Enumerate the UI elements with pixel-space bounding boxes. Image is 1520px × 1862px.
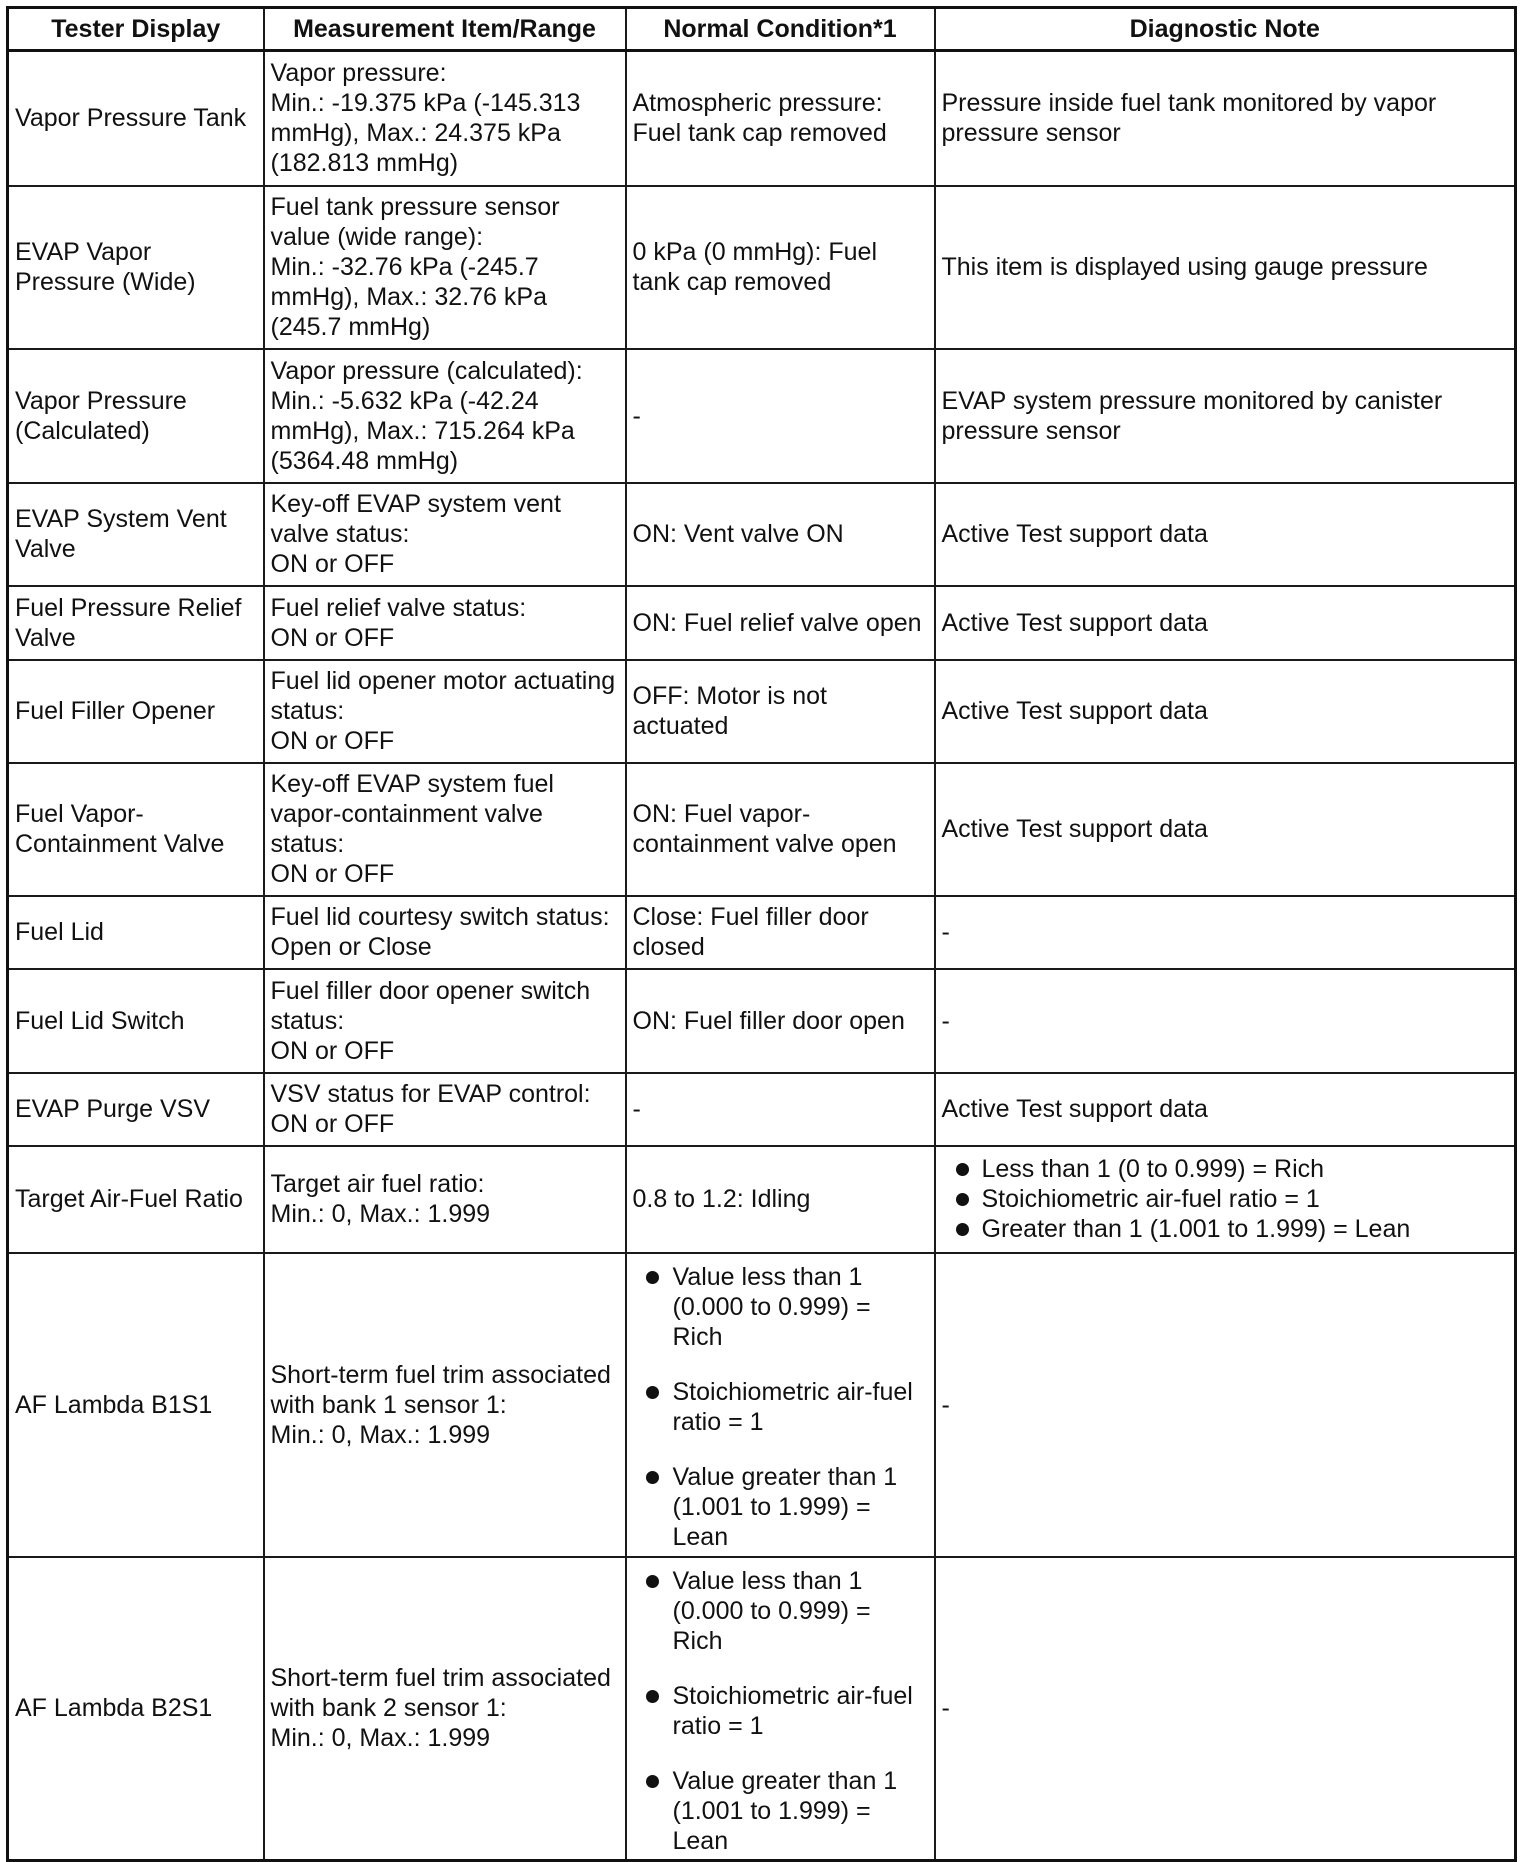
- table-row: [8, 349, 1516, 483]
- list-item: Stoichiometric air-fuel ratio = 1: [633, 1377, 928, 1437]
- header-diagnostic-note: Diagnostic Note: [935, 8, 1516, 51]
- measurement-cell: [264, 1073, 626, 1146]
- measurement-cell: [264, 586, 626, 660]
- table-row: [8, 1253, 1516, 1557]
- measurement-cell: [264, 349, 626, 483]
- normal-condition-cell: [626, 1253, 935, 1557]
- table-row: [8, 51, 1516, 186]
- table-header-row: [8, 8, 1516, 51]
- normal-condition-cell: -: [626, 1073, 935, 1146]
- tester-display-cell: Target Air-Fuel Ratio: [8, 1146, 264, 1253]
- tester-display-cell: Fuel Filler Opener: [8, 660, 264, 763]
- tester-display-cell: Fuel Pressure Relief Valve: [8, 586, 264, 660]
- measurement-line: Vapor pressure:: [270, 59, 447, 88]
- diagnostic-note-cell: Active Test support data: [935, 660, 1516, 763]
- header-tester-display: Tester Display: [8, 8, 264, 51]
- normal-condition-cell: ON: Vent valve ON: [626, 483, 935, 586]
- table-row: [8, 586, 1516, 660]
- normal-condition-cell: -: [626, 349, 935, 483]
- measurement-line: Fuel relief valve status:: [270, 593, 527, 622]
- diagnostic-note-cell: -: [935, 969, 1516, 1073]
- list-item: Stoichiometric air-fuel ratio = 1: [633, 1681, 928, 1741]
- normal-condition-cell: Atmospheric pressure: Fuel tank cap removed: [626, 51, 935, 186]
- measurement-line: Fuel tank pressure sensor value (wide range):: [270, 193, 560, 251]
- diagnostic-note-cell: Active Test support data: [935, 483, 1516, 586]
- measurement-line: ON or OFF: [270, 1110, 395, 1138]
- table-row: [8, 763, 1516, 896]
- normal-condition-list: [633, 1566, 928, 1856]
- normal-condition-cell: OFF: Motor is not actuated: [626, 660, 935, 763]
- list-item: Value greater than 1 (1.001 to 1.999) = Lean: [633, 1462, 928, 1552]
- diagnostic-note-cell: [935, 1146, 1516, 1253]
- tester-display-cell: EVAP System Vent Valve: [8, 483, 264, 586]
- measurement-line: Fuel lid courtesy switch status:: [270, 903, 610, 931]
- list-item: Value less than 1 (0.000 to 0.999) = Rich: [633, 1566, 928, 1656]
- diagnostic-note-cell: -: [935, 1253, 1516, 1557]
- normal-condition-cell: ON: Fuel filler door open: [626, 969, 935, 1073]
- tester-display-cell: Vapor Pressure Tank: [8, 51, 264, 186]
- measurement-cell: [264, 51, 626, 186]
- measurement-line: Key-off EVAP system fuel vapor-containment valve status:: [270, 770, 554, 858]
- diagnostic-note-cell: Pressure inside fuel tank monitored by vapor pressure sensor: [935, 51, 1516, 186]
- normal-condition-cell: [626, 1557, 935, 1861]
- measurement-line: Vapor pressure (calculated):: [270, 356, 583, 385]
- diagnostic-note-cell: -: [935, 896, 1516, 969]
- measurement-line: Short-term fuel trim associated with bank 2 sensor 1:: [270, 1664, 611, 1723]
- measurement-cell: [264, 186, 626, 349]
- measurement-line: Open or Close: [270, 933, 432, 961]
- diagnostic-note-cell: This item is displayed using gauge pressure: [935, 186, 1516, 349]
- normal-condition-list: [633, 1262, 928, 1552]
- normal-condition-cell: 0.8 to 1.2: Idling: [626, 1146, 935, 1253]
- measurement-line: Short-term fuel trim associated with bank 1 sensor 1:: [270, 1360, 611, 1419]
- measurement-cell: [264, 763, 626, 896]
- normal-condition-cell: ON: Fuel relief valve open: [626, 586, 935, 660]
- table-row: [8, 896, 1516, 969]
- diagnostic-note-cell: Active Test support data: [935, 1073, 1516, 1146]
- header-normal-condition: Normal Condition*1: [626, 8, 935, 51]
- measurement-line: ON or OFF: [270, 550, 395, 578]
- measurement-line: ON or OFF: [270, 860, 395, 888]
- tester-display-cell: EVAP Purge VSV: [8, 1073, 264, 1146]
- measurement-line: Min.: 0, Max.: 1.999: [270, 1200, 491, 1228]
- measurement-cell: [264, 1253, 626, 1557]
- tester-display-cell: Fuel Vapor-Containment Valve: [8, 763, 264, 896]
- diagnostic-note-list: [942, 1154, 1509, 1244]
- measurement-line: Min.: -32.76 kPa (-245.7 mmHg), Max.: 32.76 kPa (245.7 mmHg): [270, 253, 547, 341]
- measurement-line: Min.: -5.632 kPa (-42.24 mmHg), Max.: 715.264 kPa (5364.48 mmHg): [270, 386, 575, 475]
- measurement-cell: [264, 1557, 626, 1861]
- list-item: Stoichiometric air-fuel ratio = 1: [942, 1184, 1509, 1214]
- diagnostic-note-cell: EVAP system pressure monitored by canister pressure sensor: [935, 349, 1516, 483]
- measurement-line: ON or OFF: [270, 727, 395, 755]
- normal-condition-cell: 0 kPa (0 mmHg): Fuel tank cap removed: [626, 186, 935, 349]
- measurement-cell: [264, 1146, 626, 1253]
- normal-condition-cell: Close: Fuel filler door closed: [626, 896, 935, 969]
- diagnostic-note-cell: Active Test support data: [935, 586, 1516, 660]
- diagnostic-note-cell: Active Test support data: [935, 763, 1516, 896]
- table-row: [8, 969, 1516, 1073]
- measurement-cell: [264, 969, 626, 1073]
- normal-condition-cell: ON: Fuel vapor-containment valve open: [626, 763, 935, 896]
- measurement-line: Min.: 0, Max.: 1.999: [270, 1724, 491, 1753]
- tester-display-cell: Fuel Lid: [8, 896, 264, 969]
- measurement-line: Target air fuel ratio:: [270, 1170, 485, 1198]
- header-measurement: Measurement Item/Range: [264, 8, 626, 51]
- table-row: [8, 1146, 1516, 1253]
- measurement-cell: [264, 896, 626, 969]
- measurement-line: Min.: -19.375 kPa (-145.313 mmHg), Max.: 24.375 kPa (182.813 mmHg): [270, 89, 581, 178]
- list-item: Value less than 1 (0.000 to 0.999) = Rich: [633, 1262, 928, 1352]
- table-row: [8, 660, 1516, 763]
- measurement-line: ON or OFF: [270, 623, 395, 652]
- table-row: [8, 1073, 1516, 1146]
- list-item: Greater than 1 (1.001 to 1.999) = Lean: [942, 1214, 1509, 1244]
- tester-display-cell: AF Lambda B2S1: [8, 1557, 264, 1861]
- measurement-line: Fuel lid opener motor actuating status:: [270, 667, 616, 725]
- list-item: Less than 1 (0 to 0.999) = Rich: [942, 1154, 1509, 1184]
- measurement-line: VSV status for EVAP control:: [270, 1080, 591, 1108]
- measurement-line: Key-off EVAP system vent valve status:: [270, 490, 561, 548]
- tester-display-cell: Vapor Pressure (Calculated): [8, 349, 264, 483]
- table-row: [8, 186, 1516, 349]
- measurement-line: Min.: 0, Max.: 1.999: [270, 1420, 491, 1449]
- list-item: Value greater than 1 (1.001 to 1.999) = Lean: [633, 1766, 928, 1856]
- tester-display-cell: EVAP Vapor Pressure (Wide): [8, 186, 264, 349]
- data-list-table: [6, 6, 1517, 1862]
- tester-display-cell: Fuel Lid Switch: [8, 969, 264, 1073]
- table-row: [8, 483, 1516, 586]
- measurement-line: ON or OFF: [270, 1036, 395, 1065]
- measurement-cell: [264, 660, 626, 763]
- tester-display-cell: AF Lambda B1S1: [8, 1253, 264, 1557]
- measurement-cell: [264, 483, 626, 586]
- table-row: [8, 1557, 1516, 1861]
- diagnostic-note-cell: -: [935, 1557, 1516, 1861]
- measurement-line: Fuel filler door opener switch status:: [270, 976, 591, 1035]
